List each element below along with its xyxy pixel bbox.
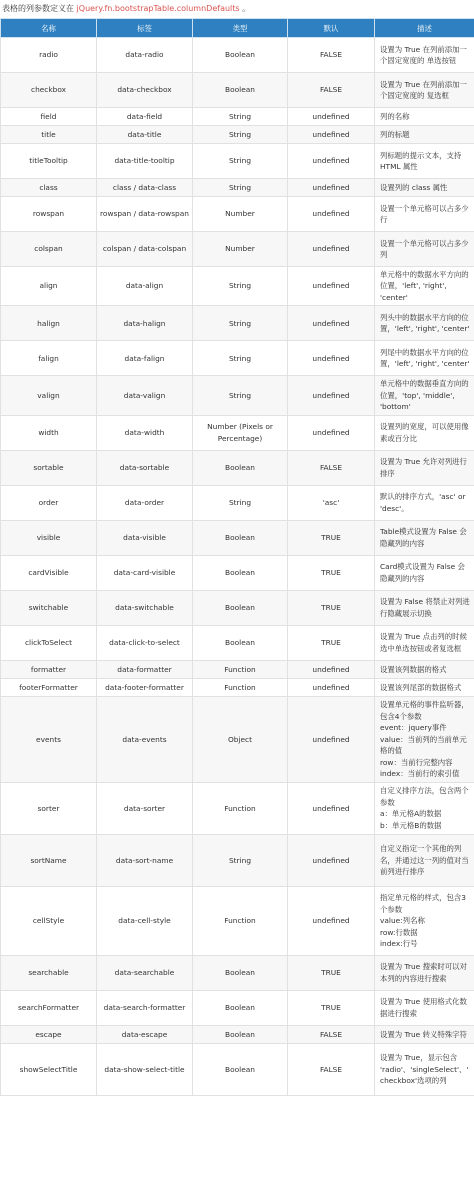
table-row xyxy=(1,126,474,144)
table-row xyxy=(1,555,474,590)
table-row xyxy=(1,678,474,696)
cell-attr: data-checkbox xyxy=(97,73,193,108)
cell-name: class xyxy=(1,179,97,197)
table-row xyxy=(1,990,474,1025)
table-row xyxy=(1,415,474,450)
table-row xyxy=(1,696,474,782)
cell-desc: 设置该列数据的格式 xyxy=(375,660,474,678)
table-row xyxy=(1,450,474,485)
table-row xyxy=(1,38,474,73)
cell-default: 'asc' xyxy=(288,485,375,520)
cell-desc: 列的标题 xyxy=(375,126,474,144)
cell-desc: 列标题的提示文本，支持 HTML 属性 xyxy=(375,144,474,179)
header-attr: 标签 xyxy=(97,19,193,38)
cell-default: undefined xyxy=(288,660,375,678)
cell-type: String xyxy=(193,306,288,341)
cell-attr: data-footer-formatter xyxy=(97,678,193,696)
cell-default: undefined xyxy=(288,696,375,782)
cell-type: Function xyxy=(193,886,288,955)
cell-desc: 设置一个单元格可以占多少行 xyxy=(375,197,474,232)
cell-attr: data-switchable xyxy=(97,590,193,625)
cell-type: String xyxy=(193,126,288,144)
cell-type: Boolean xyxy=(193,625,288,660)
cell-type: Boolean xyxy=(193,38,288,73)
cell-desc: 列头中的数据水平方向的位置，'left', 'right', 'center' xyxy=(375,306,474,341)
cell-type: String xyxy=(193,341,288,376)
cell-name: halign xyxy=(1,306,97,341)
cell-name: sortName xyxy=(1,834,97,886)
intro-text xyxy=(0,0,474,18)
cell-type: Function xyxy=(193,678,288,696)
cell-type: Boolean xyxy=(193,955,288,990)
cell-attr: data-sortable xyxy=(97,450,193,485)
table-row xyxy=(1,267,474,306)
cell-attr: data-card-visible xyxy=(97,555,193,590)
cell-type: String xyxy=(193,108,288,126)
cell-desc: 自定义指定一个其他的列名，并通过这一列的值对当前列进行排序 xyxy=(375,834,474,886)
cell-type: Number (Pixels or Percentage) xyxy=(193,415,288,450)
cell-desc: 单元格中的数据垂直方向的位置，'top', 'middle', 'bottom' xyxy=(375,376,474,415)
intro-label: 表格的列参数定义在 xyxy=(2,4,77,13)
cell-attr: data-falign xyxy=(97,341,193,376)
cell-name: formatter xyxy=(1,660,97,678)
cell-type: Boolean xyxy=(193,450,288,485)
table-row xyxy=(1,179,474,197)
cell-default: undefined xyxy=(288,179,375,197)
table-row xyxy=(1,144,474,179)
cell-attr: data-field xyxy=(97,108,193,126)
cell-name: sorter xyxy=(1,782,97,834)
table-row xyxy=(1,197,474,232)
cell-desc: 设置为 False 将禁止对列进行隐藏展示切换 xyxy=(375,590,474,625)
cell-type: String xyxy=(193,179,288,197)
cell-default: undefined xyxy=(288,834,375,886)
cell-default: undefined xyxy=(288,306,375,341)
cell-desc: 设置为 True，显示包含 'radio'、'singleSelect'、'checkbox'选项的列 xyxy=(375,1043,474,1095)
cell-type: Boolean xyxy=(193,1043,288,1095)
table-header-row xyxy=(1,19,474,38)
cell-desc: 设置为 True 点击列的时候选中单选按钮或者复选框 xyxy=(375,625,474,660)
cell-name: events xyxy=(1,696,97,782)
cell-type: String xyxy=(193,834,288,886)
cell-desc: 设置为 True 搜索时可以对本列的内容进行搜索 xyxy=(375,955,474,990)
cell-default: TRUE xyxy=(288,990,375,1025)
cell-type: Number xyxy=(193,232,288,267)
cell-desc: Card模式设置为 False 会隐藏列的内容 xyxy=(375,555,474,590)
cell-type: Boolean xyxy=(193,73,288,108)
cell-default: undefined xyxy=(288,232,375,267)
cell-type: String xyxy=(193,376,288,415)
cell-name: colspan xyxy=(1,232,97,267)
cell-default: undefined xyxy=(288,376,375,415)
cell-attr: data-escape xyxy=(97,1025,193,1043)
cell-desc: 设置列的宽度，可以使用像素或百分比 xyxy=(375,415,474,450)
cell-type: Boolean xyxy=(193,520,288,555)
cell-default: undefined xyxy=(288,341,375,376)
cell-attr: data-order xyxy=(97,485,193,520)
cell-desc: 自定义排序方法，包含两个参数 a：单元格A的数据 b：单元格B的数据 xyxy=(375,782,474,834)
table-row xyxy=(1,782,474,834)
cell-attr: rowspan / data-rowspan xyxy=(97,197,193,232)
cell-name: field xyxy=(1,108,97,126)
cell-attr: data-events xyxy=(97,696,193,782)
cell-name: cellStyle xyxy=(1,886,97,955)
cell-type: Function xyxy=(193,782,288,834)
cell-default: undefined xyxy=(288,678,375,696)
cell-name: visible xyxy=(1,520,97,555)
cell-desc: 列尾中的数据水平方向的位置，'left', 'right', 'center' xyxy=(375,341,474,376)
cell-attr: data-radio xyxy=(97,38,193,73)
cell-desc: 设置为 True 允许对列进行排序 xyxy=(375,450,474,485)
cell-name: title xyxy=(1,126,97,144)
cell-name: searchable xyxy=(1,955,97,990)
cell-name: searchFormatter xyxy=(1,990,97,1025)
cell-default: undefined xyxy=(288,415,375,450)
cell-attr: data-title-tooltip xyxy=(97,144,193,179)
cell-type: Boolean xyxy=(193,590,288,625)
cell-desc: 单元格中的数据水平方向的位置，'left', 'right', 'center' xyxy=(375,267,474,306)
cell-type: Boolean xyxy=(193,1025,288,1043)
cell-default: undefined xyxy=(288,886,375,955)
cell-default: FALSE xyxy=(288,73,375,108)
cell-desc: 设置为 True 转义特殊字符 xyxy=(375,1025,474,1043)
cell-default: undefined xyxy=(288,267,375,306)
cell-name: clickToSelect xyxy=(1,625,97,660)
cell-type: String xyxy=(193,485,288,520)
cell-name: cardVisible xyxy=(1,555,97,590)
cell-desc: 设置为 True 在列前添加一个固定宽度的 复选框 xyxy=(375,73,474,108)
cell-attr: data-width xyxy=(97,415,193,450)
cell-default: TRUE xyxy=(288,520,375,555)
cell-attr: data-sort-name xyxy=(97,834,193,886)
cell-default: TRUE xyxy=(288,625,375,660)
cell-desc: 设置列的 class 属性 xyxy=(375,179,474,197)
table-row xyxy=(1,341,474,376)
cell-default: undefined xyxy=(288,126,375,144)
cell-name: footerFormatter xyxy=(1,678,97,696)
table-row xyxy=(1,660,474,678)
table-row xyxy=(1,306,474,341)
cell-desc: 指定单元格的样式，包含3个参数 value:列名称 row:行数据 index:行号 xyxy=(375,886,474,955)
table-row xyxy=(1,834,474,886)
cell-default: TRUE xyxy=(288,590,375,625)
table-row xyxy=(1,232,474,267)
cell-attr: data-search-formatter xyxy=(97,990,193,1025)
cell-attr: data-show-select-title xyxy=(97,1043,193,1095)
table-row xyxy=(1,1043,474,1095)
cell-default: FALSE xyxy=(288,1043,375,1095)
cell-name: switchable xyxy=(1,590,97,625)
cell-name: showSelectTitle xyxy=(1,1043,97,1095)
column-params-table xyxy=(0,18,474,1096)
cell-type: Function xyxy=(193,660,288,678)
cell-attr: class / data-class xyxy=(97,179,193,197)
cell-attr: data-sorter xyxy=(97,782,193,834)
cell-name: order xyxy=(1,485,97,520)
cell-default: TRUE xyxy=(288,555,375,590)
table-row xyxy=(1,376,474,415)
table-row xyxy=(1,1025,474,1043)
cell-attr: data-valign xyxy=(97,376,193,415)
cell-name: falign xyxy=(1,341,97,376)
table-body xyxy=(1,38,474,1096)
cell-desc: 设置为 True 在列前添加一个固定宽度的 单选按钮 xyxy=(375,38,474,73)
cell-default: FALSE xyxy=(288,450,375,485)
cell-type: String xyxy=(193,267,288,306)
cell-default: FALSE xyxy=(288,1025,375,1043)
table-row xyxy=(1,520,474,555)
cell-name: checkbox xyxy=(1,73,97,108)
cell-type: Object xyxy=(193,696,288,782)
table-row xyxy=(1,590,474,625)
cell-type: Boolean xyxy=(193,990,288,1025)
cell-name: width xyxy=(1,415,97,450)
cell-desc: 设置为 True 使用格式化数据进行搜索 xyxy=(375,990,474,1025)
table-row xyxy=(1,886,474,955)
cell-default: undefined xyxy=(288,782,375,834)
cell-attr: data-cell-style xyxy=(97,886,193,955)
cell-name: valign xyxy=(1,376,97,415)
table-row xyxy=(1,485,474,520)
cell-desc: 设置一个单元格可以占多少列 xyxy=(375,232,474,267)
cell-name: align xyxy=(1,267,97,306)
cell-name: escape xyxy=(1,1025,97,1043)
cell-name: titleTooltip xyxy=(1,144,97,179)
table-row xyxy=(1,955,474,990)
cell-attr: data-halign xyxy=(97,306,193,341)
table-row xyxy=(1,625,474,660)
cell-attr: colspan / data-colspan xyxy=(97,232,193,267)
header-default: 默认 xyxy=(288,19,375,38)
cell-type: String xyxy=(193,144,288,179)
cell-name: radio xyxy=(1,38,97,73)
cell-attr: data-click-to-select xyxy=(97,625,193,660)
cell-default: TRUE xyxy=(288,955,375,990)
table-row xyxy=(1,73,474,108)
cell-default: undefined xyxy=(288,108,375,126)
header-name: 名称 xyxy=(1,19,97,38)
cell-default: FALSE xyxy=(288,38,375,73)
table-row xyxy=(1,108,474,126)
cell-attr: data-title xyxy=(97,126,193,144)
cell-default: undefined xyxy=(288,144,375,179)
intro-code: jQuery.fn.bootstrapTable.columnDefaults xyxy=(76,4,240,13)
cell-attr: data-align xyxy=(97,267,193,306)
cell-desc: 设置该列尾部的数据格式 xyxy=(375,678,474,696)
cell-name: sortable xyxy=(1,450,97,485)
header-type: 类型 xyxy=(193,19,288,38)
cell-desc: 设置单元格的事件监听器，包含4个参数 event：jquery事件 value：当前列的当前单元格的值 row：当前行完整内容 index：当前行的索引值 xyxy=(375,696,474,782)
cell-attr: data-formatter xyxy=(97,660,193,678)
cell-desc: 默认的排序方式，'asc' or 'desc'。 xyxy=(375,485,474,520)
cell-attr: data-searchable xyxy=(97,955,193,990)
cell-name: rowspan xyxy=(1,197,97,232)
header-desc: 描述 xyxy=(375,19,474,38)
cell-desc: Table模式设置为 False 会隐藏列的内容 xyxy=(375,520,474,555)
cell-desc: 列的名称 xyxy=(375,108,474,126)
cell-attr: data-visible xyxy=(97,520,193,555)
cell-type: Boolean xyxy=(193,555,288,590)
intro-suffix: 。 xyxy=(239,4,251,13)
cell-default: undefined xyxy=(288,197,375,232)
cell-type: Number xyxy=(193,197,288,232)
